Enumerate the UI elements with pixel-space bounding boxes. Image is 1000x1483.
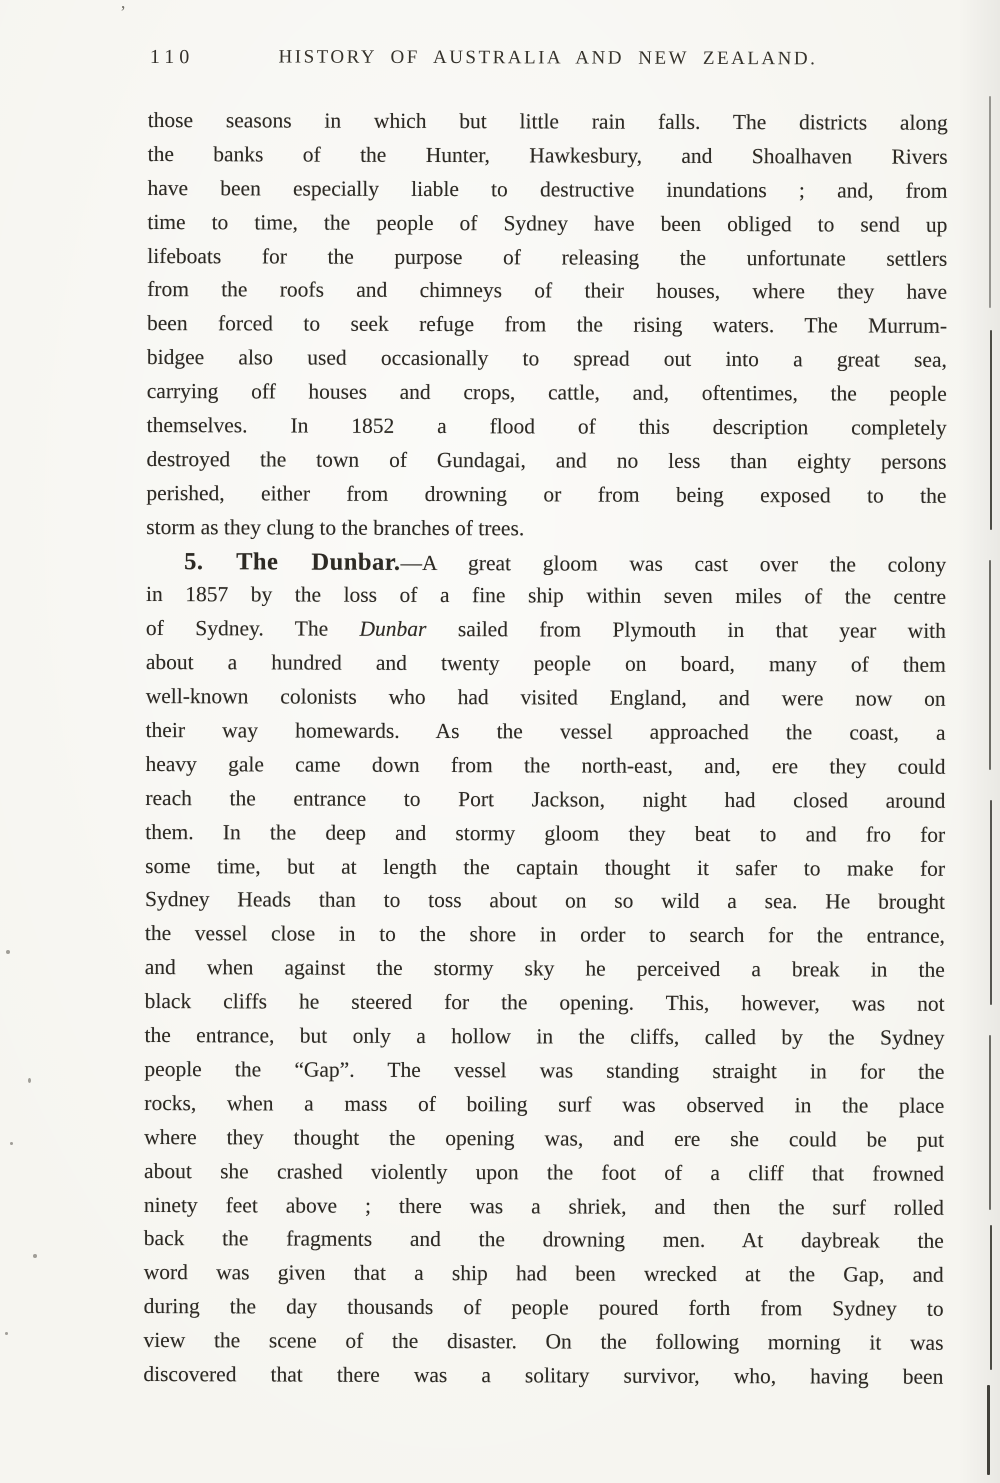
- scan-edge-artifact: [987, 1385, 990, 1475]
- text-line: [146, 714, 946, 751]
- text-segment: storm as they clung to the branches of trees.: [146, 514, 525, 541]
- text-line: [147, 172, 947, 209]
- text-line: [143, 1358, 943, 1395]
- scan-edge-artifact: [989, 1035, 991, 1210]
- scan-edge-artifact: [990, 800, 992, 1005]
- text-line: [148, 104, 948, 141]
- text-segment: well-known colonists who had visited England, and were now on: [145, 684, 946, 711]
- running-head-title: HISTORY OF AUSTRALIA AND NEW ZEALAND.: [278, 46, 818, 70]
- text-segment: reach the entrance to Port Jackson, night had closed around: [145, 785, 946, 813]
- text-segment: have been especially liable to destructive inundations ; and, from: [147, 175, 948, 203]
- text-line: [145, 748, 945, 785]
- text-segment: view the scene of the disaster. On the following morning it was: [143, 1328, 944, 1355]
- text-line: [146, 680, 946, 717]
- text-line: [144, 1019, 944, 1056]
- text-line: [145, 850, 945, 887]
- text-line: [147, 206, 947, 243]
- text-line: [146, 443, 946, 480]
- text-line: [147, 409, 947, 446]
- text-segment: themselves. In 1852 a flood of this description completely: [146, 413, 947, 440]
- text-segment: during the day thousands of people poured forth from Sydney to: [143, 1294, 944, 1321]
- scan-speck: [28, 1078, 31, 1083]
- text-line: [147, 240, 947, 277]
- scan-edge-artifact: [990, 1225, 992, 1370]
- ship-name-italic: Dunbar: [359, 617, 427, 642]
- text-line: [144, 1053, 944, 1090]
- text-line: [146, 477, 946, 514]
- text-segment: sailed from Plymouth in that year with: [426, 617, 946, 644]
- text-segment: those seasons in which but little rain falls. The districts along: [147, 107, 948, 135]
- text-line: [146, 612, 946, 649]
- text-line: [144, 1290, 944, 1327]
- scan-speck: ’: [120, 2, 126, 22]
- text-segment: bidgee also used occasionally to spread out into a great sea,: [146, 345, 947, 373]
- text-segment: back the fragments and the drowning men. At daybreak the: [143, 1226, 944, 1254]
- scan-speck: [10, 1142, 13, 1145]
- text-line: [145, 883, 945, 920]
- text-segment: the banks of the Hunter, Hawkesbury, and Shoalhaven Rivers: [147, 141, 948, 169]
- paragraph: [143, 545, 946, 1395]
- text-segment: perished, either from drowning or from being exposed to the: [146, 480, 947, 508]
- text-line: [144, 1155, 944, 1192]
- text-segment: been forced to seek refuge from the rising waters. The Murrum-: [146, 311, 948, 339]
- paragraph: [146, 104, 948, 547]
- text-segment: about a hundred and twenty people on board, many of them: [145, 650, 946, 678]
- text-line: [144, 1188, 944, 1225]
- text-line: [143, 1324, 943, 1361]
- text-line: [147, 307, 947, 344]
- text-line: [145, 951, 945, 988]
- page-content: [143, 44, 948, 1395]
- scan-speck: [5, 1332, 8, 1335]
- text-segment: discovered that there was a solitary survivor, who, having been: [143, 1361, 944, 1389]
- text-segment: the entrance, but only a hollow in the cliffs, called by the Sydney: [144, 1023, 945, 1050]
- text-line: [147, 375, 947, 412]
- text-segment: their way homewards. As the vessel approached the coast, a: [145, 718, 946, 745]
- text-segment: lifeboats for the purpose of releasing the unfortunate settlers: [147, 243, 948, 271]
- text-segment: them. In the deep and stormy gloom they beat to and fro for: [145, 819, 946, 847]
- text-line: [144, 1256, 944, 1293]
- running-head: [148, 44, 948, 75]
- text-line: [147, 341, 947, 378]
- scan-edge-artifact: [989, 96, 991, 308]
- text-segment: Sydney Heads than to toss about on so wild a sea. He brought: [144, 887, 946, 915]
- text-line: [146, 578, 946, 615]
- text-line: [145, 782, 945, 819]
- page-number: 110: [149, 46, 195, 69]
- text-segment: from the roofs and chimneys of their houses, where they have: [147, 277, 948, 305]
- text-line: [146, 545, 946, 582]
- text-segment: ninety feet above ; there was a shriek, and then the surf rolled: [143, 1192, 944, 1220]
- text-line: [144, 1222, 944, 1259]
- text-line: [145, 917, 945, 954]
- text-segment: destroyed the town of Gundagai, and no less than eighty persons: [146, 446, 947, 474]
- text-segment: —A great gloom was cast over the colony: [400, 550, 947, 577]
- text-segment: heavy gale came down from the north-east, and, ere they could: [145, 751, 946, 779]
- text-segment: time to time, the people of Sydney have been obliged to send up: [147, 209, 948, 237]
- text-segment: people the “Gap”. The vessel was standing straight in for the: [144, 1056, 945, 1084]
- text-segment: some time, but at length the captain thought it safer to make for: [145, 853, 946, 881]
- text-segment: of Sydney. The: [145, 616, 360, 642]
- scan-speck: [6, 950, 10, 954]
- text-segment: word was given that a ship had been wrecked at the Gap, and: [143, 1260, 944, 1288]
- text-line: [144, 1087, 944, 1124]
- page-edge-shading: [958, 0, 1000, 1483]
- text-segment: where they thought the opening was, and ere she could be put: [144, 1124, 945, 1152]
- text-line: [148, 138, 948, 175]
- text-segment: rocks, when a mass of boiling surf was observed in the place: [144, 1090, 945, 1118]
- text-segment: the vessel close in to the shore in order to search for the entrance,: [144, 921, 945, 949]
- text-segment: about she crashed violently upon the foot of a cliff that frowned: [144, 1158, 945, 1186]
- text-segment: black cliffs he steered for the opening. This, however, was not: [144, 989, 945, 1016]
- text-line: [144, 1121, 944, 1158]
- page-body: [143, 104, 947, 1395]
- scan-edge-artifact: [989, 560, 991, 770]
- text-line: [145, 816, 945, 853]
- scan-speck: [33, 1254, 37, 1258]
- section-heading: 5. The Dunbar.: [184, 547, 401, 576]
- scan-edge-artifact: [990, 330, 992, 530]
- text-segment: in 1857 by the loss of a fine ship within seven miles of the centre: [146, 582, 947, 610]
- text-line: [146, 646, 946, 683]
- text-segment: carrying off houses and crops, cattle, and, oftentimes, the people: [146, 379, 947, 406]
- text-segment: and when against the stormy sky he perceived a break in the: [144, 955, 945, 983]
- text-line: [146, 511, 946, 548]
- text-line: [147, 273, 947, 310]
- text-line: [145, 985, 945, 1022]
